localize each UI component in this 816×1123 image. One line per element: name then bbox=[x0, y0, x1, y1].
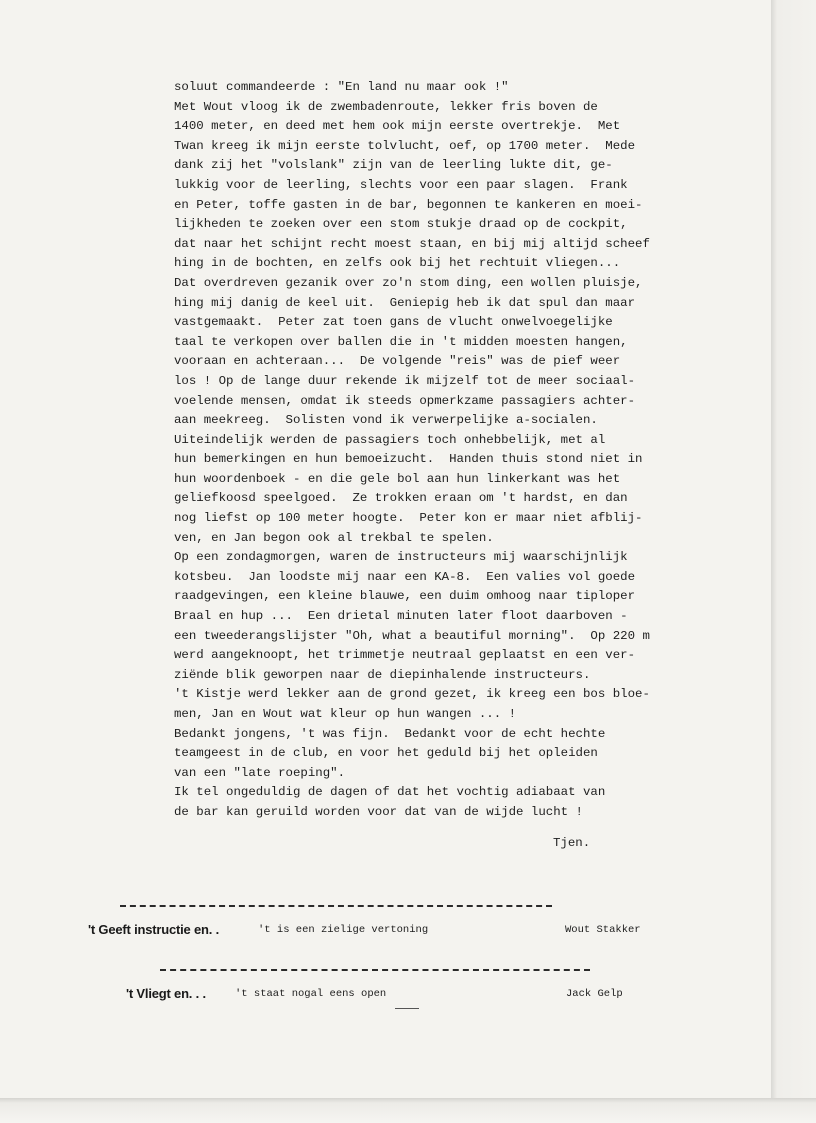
text-line: Op een zondagmorgen, waren de instructeurs mij waarschijnlijk bbox=[174, 550, 628, 565]
credit-row bbox=[0, 986, 816, 1006]
text-line: Twan kreeg ik mijn eerste tolvlucht, oef, op 1700 meter. Mede bbox=[174, 138, 636, 153]
text-line: raadgevingen, een kleine blauwe, een duim omhoog naar tiploper bbox=[174, 589, 636, 604]
text-line: 1400 meter, en deed met hem ook mijn eerste overtrekje. Met bbox=[174, 119, 621, 134]
text-line: hing in de bochten, en zelfs ook bij het rechtuit vliegen... bbox=[174, 256, 621, 271]
text-line: kotsbeu. Jan loodste mij naar een KA-8. Een valies vol goede bbox=[174, 569, 636, 584]
text-line: ven, en Jan begon ook al trekbal te spelen. bbox=[174, 530, 494, 545]
text-line: aan meekreeg. Solisten vond ik verwerpelijke a-socialen. bbox=[174, 413, 598, 428]
text-line: Uiteindelijk werden de passagiers toch onhebbelijk, met al bbox=[174, 432, 606, 447]
text-line: geliefkoosd speelgoed. Ze trokken eraan om 't hardst, en dan bbox=[174, 491, 628, 506]
text-line: Dat overdreven gezanik over zo'n stom ding, een wollen pluisje, bbox=[174, 275, 643, 290]
text-line: dank zij het "volslank" zijn van de leerling lukte dit, ge- bbox=[174, 158, 613, 173]
text-line: ziënde blik geworpen naar de diepinhalende instructeurs. bbox=[174, 667, 591, 682]
credit-heading: 't Geeft instructie en. . bbox=[88, 922, 220, 937]
text-line: 't Kistje werd lekker aan de grond gezet, ik kreeg een bos bloe- bbox=[174, 687, 650, 702]
credit-text: 't is een zielige vertoning bbox=[258, 924, 429, 936]
text-line: hing mij danig de keel uit. Geniepig heb ik dat spul dan maar bbox=[174, 295, 636, 310]
text-line: Met Wout vloog ik de zwembadenroute, lekker fris boven de bbox=[174, 99, 598, 114]
text-line: taal te verkopen over ballen die in 't midden moesten hangen, bbox=[174, 334, 628, 349]
text-line: en Peter, toffe gasten in de bar, begonnen te kankeren en moei- bbox=[174, 197, 643, 212]
text-line: soluut commandeerde : "En land nu maar ook !" bbox=[174, 80, 509, 94]
text-line: werd aangeknoopt, het trimmetje neutraal geplaatst en een ver- bbox=[174, 648, 636, 663]
text-line: nog liefst op 100 meter hoogte. Peter kon er maar niet afblij- bbox=[174, 511, 643, 526]
text-line: los ! Op de lange duur rekende ik mijzelf tot de meer sociaal- bbox=[174, 373, 636, 388]
text-line: Bedankt jongens, 't was fijn. Bedankt voor de echt hechte bbox=[174, 726, 606, 741]
text-line: de bar kan geruild worden voor dat van de wijde lucht ! bbox=[174, 804, 583, 819]
text-line: van een "late roeping". bbox=[174, 765, 346, 780]
credit-author: Jack Gelp bbox=[566, 988, 623, 1000]
credit-row bbox=[0, 922, 816, 942]
text-line: Braal en hup ... Een drietal minuten later floot daarboven - bbox=[174, 609, 628, 624]
page-edge-right bbox=[771, 0, 816, 1123]
credit-text: 't staat nogal eens open bbox=[235, 988, 387, 1000]
article-signature: Tjen. bbox=[553, 836, 591, 850]
text-line: teamgeest in de club, en voor het geduld bij het opleiden bbox=[174, 746, 598, 761]
text-line: vooraan en achteraan... De volgende "reis" was de pief weer bbox=[174, 354, 621, 369]
article-body bbox=[174, 78, 754, 823]
text-line: voelende mensen, omdat ik steeds opmerkzame passagiers achter- bbox=[174, 393, 636, 408]
text-line: men, Jan en Wout wat kleur op hun wangen ... ! bbox=[174, 707, 517, 721]
text-line: lijkheden te zoeken over een stom stukje draad op de cockpit, bbox=[174, 217, 628, 232]
text-line: hun woordenboek - en die gele bol aan hun linkerkant was het bbox=[174, 471, 621, 486]
credit-author: Wout Stakker bbox=[565, 924, 641, 936]
page-edge-bottom bbox=[0, 1098, 816, 1123]
text-line: hun bemerkingen en hun bemoeizucht. Handen thuis stond niet in bbox=[174, 452, 643, 467]
dashed-divider bbox=[160, 969, 590, 971]
pen-mark bbox=[395, 1008, 419, 1009]
text-line: lukkig voor de leerling, slechts voor een paar slagen. Frank bbox=[174, 177, 628, 192]
credit-heading: 't Vliegt en. . . bbox=[126, 986, 206, 1001]
dashed-divider bbox=[120, 905, 552, 907]
text-line: dat naar het schijnt recht moest staan, en bij mij altijd scheef bbox=[174, 236, 650, 251]
text-line: vastgemaakt. Peter zat toen gans de vlucht onwelvoegelijke bbox=[174, 315, 613, 330]
text-line: een tweederangslijster "Oh, what a beautiful morning". Op 220 m bbox=[174, 628, 650, 643]
text-line: Ik tel ongeduldig de dagen of dat het vochtig adiabaat van bbox=[174, 785, 606, 800]
